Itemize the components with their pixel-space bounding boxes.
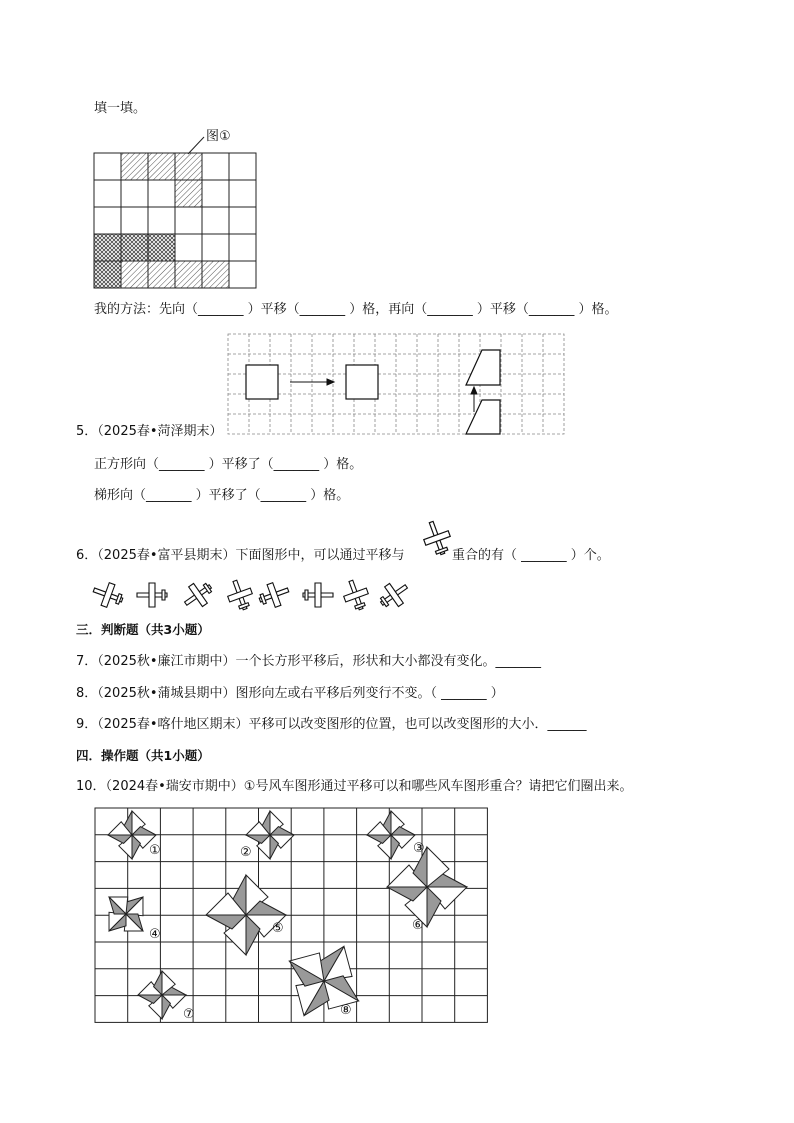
windmill-label-3: ③ <box>413 841 425 856</box>
figure-1-label: 图① <box>206 129 231 144</box>
reference-plane-icon <box>423 518 451 558</box>
figure-1-grid <box>90 124 265 290</box>
q5-stem: 5．（2025春•菏泽期末） <box>76 424 223 439</box>
windmill-label-2: ② <box>240 845 252 860</box>
windmill-2 <box>246 811 294 859</box>
windmill-3 <box>367 811 415 859</box>
section-3-heading: 三．判断题（共3小题） <box>76 622 210 637</box>
q8-text: 8．（2025秋•蒲城县期中）图形向左或右平移后列变行不变。（ _______ ） <box>76 686 504 701</box>
q7-text: 7．（2025秋•廉江市期中）一个长方形平移后，形状和大小都没有变化。_______ <box>76 654 542 669</box>
q5-line1: 正方形向（_______ ）平移了（_______ ）格。 <box>94 457 363 472</box>
windmill-5 <box>206 875 286 955</box>
intro-text: 填一填。 <box>94 101 147 116</box>
windmill-label-8: ⑧ <box>340 1003 352 1018</box>
q9-text: 9．（2025春•喀什地区期末）平移可以改变图形的位置，也可以改变图形的大小．______ <box>76 717 587 732</box>
windmill-7 <box>138 971 186 1019</box>
q10-windmill-grid <box>92 805 494 1027</box>
windmill-label-5: ⑤ <box>272 921 284 936</box>
q5-figure <box>224 330 568 438</box>
windmill-label-1: ① <box>149 843 161 858</box>
q10-text: 10．（2024春•瑞安市期中）①号风车图形通过平移可以和哪些风车图形重合？请把它们圈出来。 <box>76 779 633 794</box>
q5-line2: 梯形向（_______ ）平移了（_______ ）格。 <box>94 488 350 503</box>
q6-stem-b: 重合的有（ _______ ）个。 <box>452 548 610 563</box>
windmill-label-4: ④ <box>149 927 161 942</box>
q6-planes-row <box>90 575 420 615</box>
q6-stem-a: 6．（2025春•富平县期末）下面图形中，可以通过平移与 <box>76 548 405 563</box>
windmill-label-6: ⑥ <box>412 918 424 933</box>
section-4-heading: 四．操作题（共1小题） <box>76 748 210 763</box>
q4-method-text: 我的方法：先向（_______ ）平移（_______ ）格，再向（_______ ）平移（_______ ）格。 <box>94 302 618 317</box>
windmill-label-7: ⑦ <box>183 1007 195 1022</box>
